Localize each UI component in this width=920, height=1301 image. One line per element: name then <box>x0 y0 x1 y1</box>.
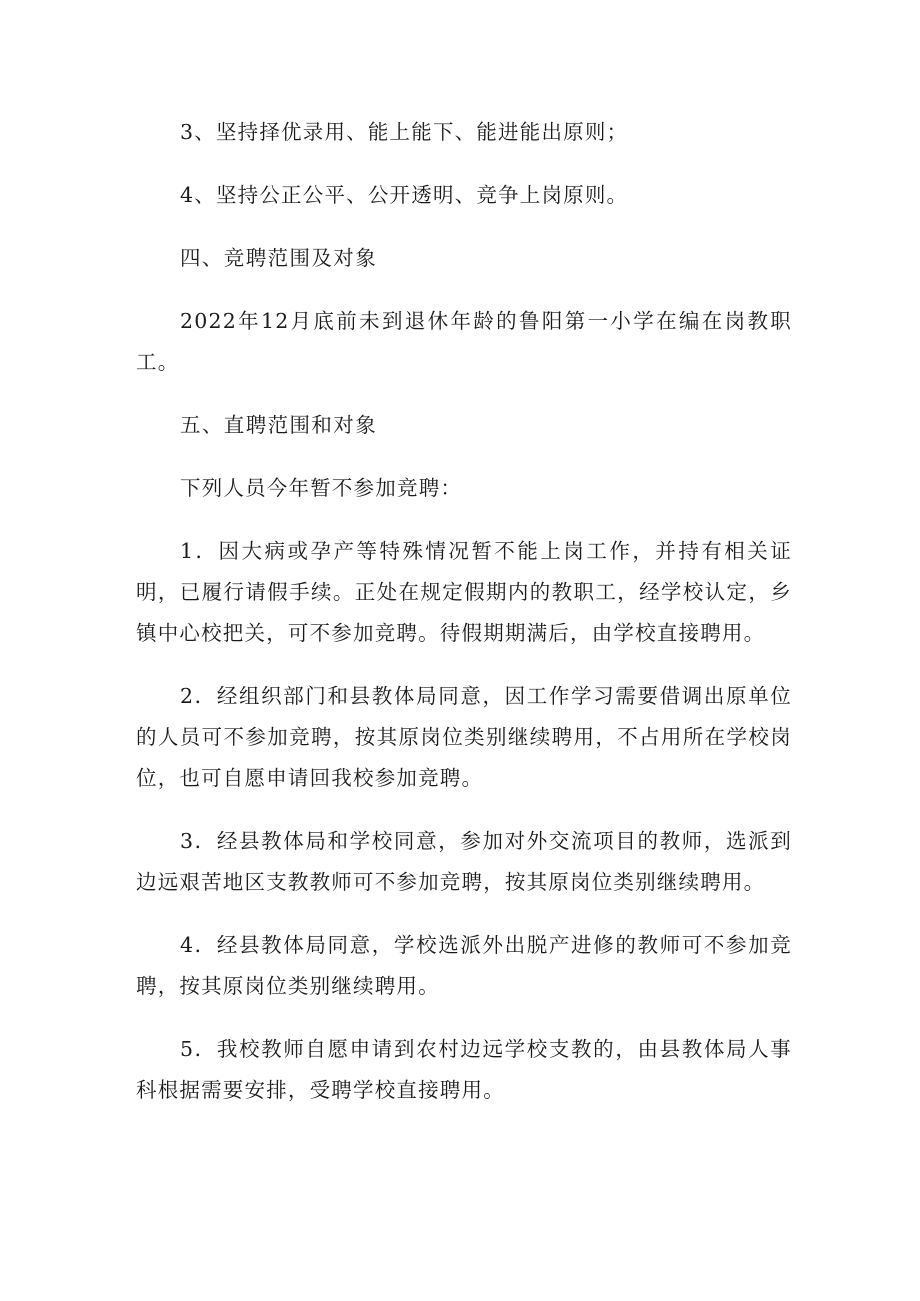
principle-4: 4、坚持公正公平、公开透明、竞争上岗原则。 <box>180 183 629 207</box>
exemption-item-1: 1．因大病或孕产等特殊情况暂不能上岗工作，并持有相关证明，已履行请假手续。正处在规定假期内的教职工，经学校认定，乡镇中心校把关，可不参加竞聘。待假期期满后，由学校直接聘用。 <box>136 539 792 645</box>
exemption-item-2: 2．经组织部门和县教体局同意，因工作学习需要借调出原单位的人员可不参加竞聘，按其原岗位类别继续聘用，不占用所在学校岗位，也可自愿申请回我校参加竞聘。 <box>136 684 792 790</box>
document-body <box>136 112 792 1133</box>
exemption-intro: 下列人员今年暂不参加竞聘： <box>180 476 463 500</box>
scope-paragraph: 2022年12月底前未到退休年龄的鲁阳第一小学在编在岗教职工。 <box>136 309 792 374</box>
section-heading-4: 四、竞聘范围及对象 <box>180 246 378 270</box>
exemption-item-5: 5．我校教师自愿申请到农村边远学校支教的，由县教体局人事科根据需要安排，受聘学校直接聘用。 <box>136 1037 792 1102</box>
exemption-item-3: 3．经县教体局和学校同意，参加对外交流项目的教师，选派到边远艰苦地区支教教师可不参加竞聘，按其原岗位类别继续聘用。 <box>136 829 792 894</box>
exemption-item-4: 4．经县教体局同意，学校选派外出脱产进修的教师可不参加竞聘，按其原岗位类别继续聘用。 <box>136 933 792 998</box>
section-heading-5: 五、直聘范围和对象 <box>180 413 378 437</box>
principle-3: 3、坚持择优录用、能上能下、能进能出原则； <box>180 120 629 144</box>
